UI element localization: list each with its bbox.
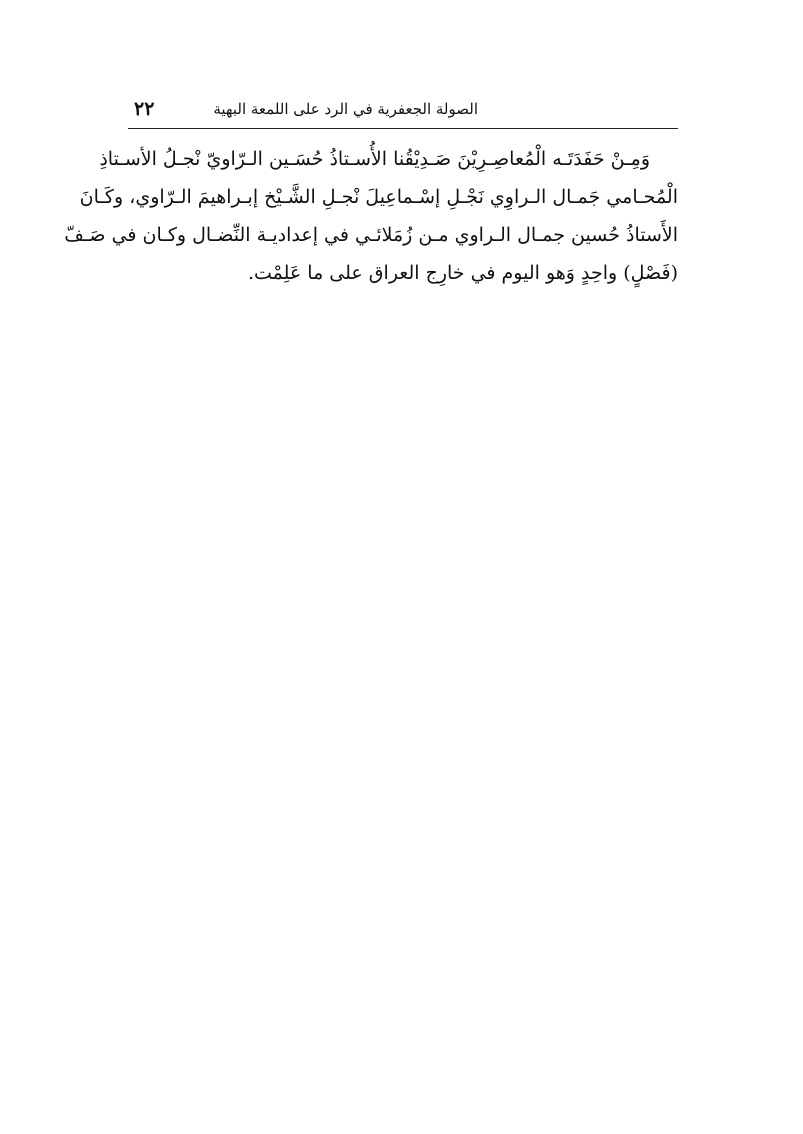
- paragraph-line: الأَستاذُ حُسين جمـال الـراوي مـن زُمَلائـي في إعداديـة النِّضـال وكـان في صَـفّ: [64, 224, 678, 246]
- paragraph-line: الْمُحـامي جَمـال الـراوِي نَجْـلِ إسْـماعِيلَ نْجـلِ الشَّـيْخ إبـراهيمَ الـرّاوي، وكَـانَ: [79, 186, 678, 208]
- paragraph-line: وَمِـنْ حَفَدَتَـه الْمُعاصِـرِيْنَ صَـدِيْقُنا الأُسـتاذُ حُسَـين الـرّاويّ نْجـلُ الأسـتاذِ: [99, 148, 650, 170]
- header-divider: [128, 128, 678, 129]
- paragraph-line: (فَصْلٍ) واحِدٍ وَهو اليوم في خارِج العراق على ما عَلِمْت.: [247, 262, 678, 284]
- body-paragraph: [64, 140, 678, 292]
- page-number: ٢٢: [134, 98, 155, 120]
- page-header: [128, 94, 678, 126]
- running-title: الصولة الجعفرية في الرد على اللمعة البهية: [213, 100, 478, 118]
